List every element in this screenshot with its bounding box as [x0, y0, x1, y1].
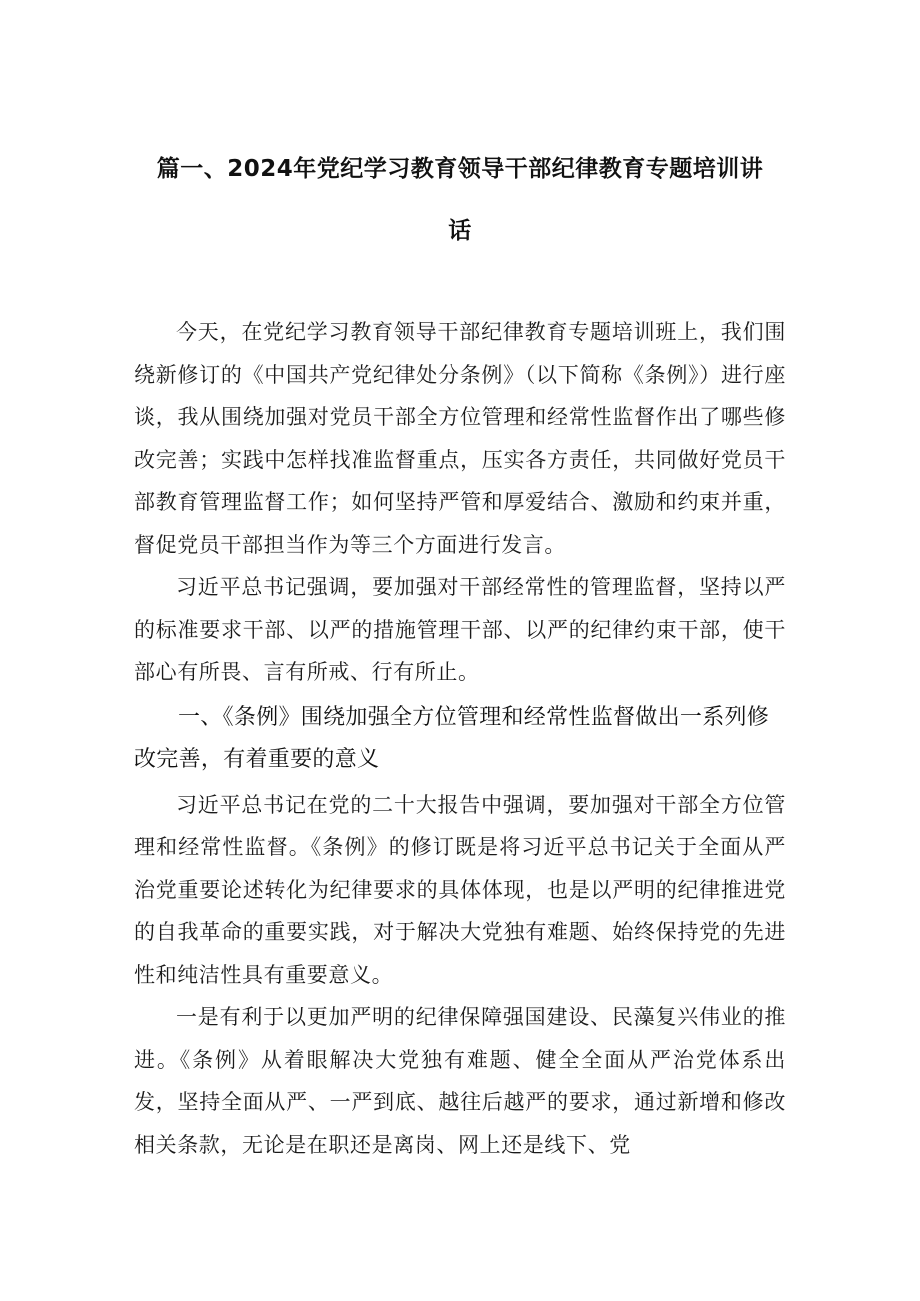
paragraph-section-1: 习近平总书记在党的二十大报告中强调，要加强对干部全方位管理和经常性监督。《条例》的修订既是将习近平总书记关于全面从严治党重要论述转化为纪律要求的具体体现，也是以严明的纪律推进党的自我革命的重要实践，对于解决大党独有难题、始终保持党的先进性和纯洁性具有重要意义。 — [134, 792, 786, 987]
document-title-line-1: 篇一、2024年党纪学习教育领导干部纪律教育专题培训讲 — [156, 156, 764, 182]
document-body — [134, 311, 786, 1166]
paragraph-quote: 习近平总书记强调，要加强对干部经常性的管理监督，坚持以严的标准要求干部、以严的措施管理干部、以严的纪律约束干部，使干部心有所畏、言有所戒、行有所止。 — [134, 575, 786, 684]
paragraph-intro: 今天，在党纪学习教育领导干部纪律教育专题培训班上，我们围绕新修订的《中国共产党纪律处分条例》（以下简称《条例》）进行座谈，我从围绕加强对党员干部全方位管理和经常性监督作出了哪些修改完善；实践中怎样找准监督重点，压实各方责任，共同做好党员干部教育管理监督工作；如何坚持严管和厚爱结合、激励和约束并重，督促党员干部担当作为等三个方面进行发言。 — [134, 320, 786, 557]
document-title-line-2: 话 — [448, 218, 472, 244]
paragraph-point-1: 一是有利于以更加严明的纪律保障强国建设、民藻复兴伟业的推进。《条例》从着眼解决大党独有难题、健全全面从严治党体系出发，坚持全面从严、一严到底、越往后越严的要求，通过新增和修改相关条款，无论是在职还是离岗、网上还是线下、党 — [134, 1005, 786, 1157]
section-heading-1: 一、《条例》围绕加强全方位管理和经常性监督做出一系列修改完善，有着重要的意义 — [134, 704, 770, 772]
